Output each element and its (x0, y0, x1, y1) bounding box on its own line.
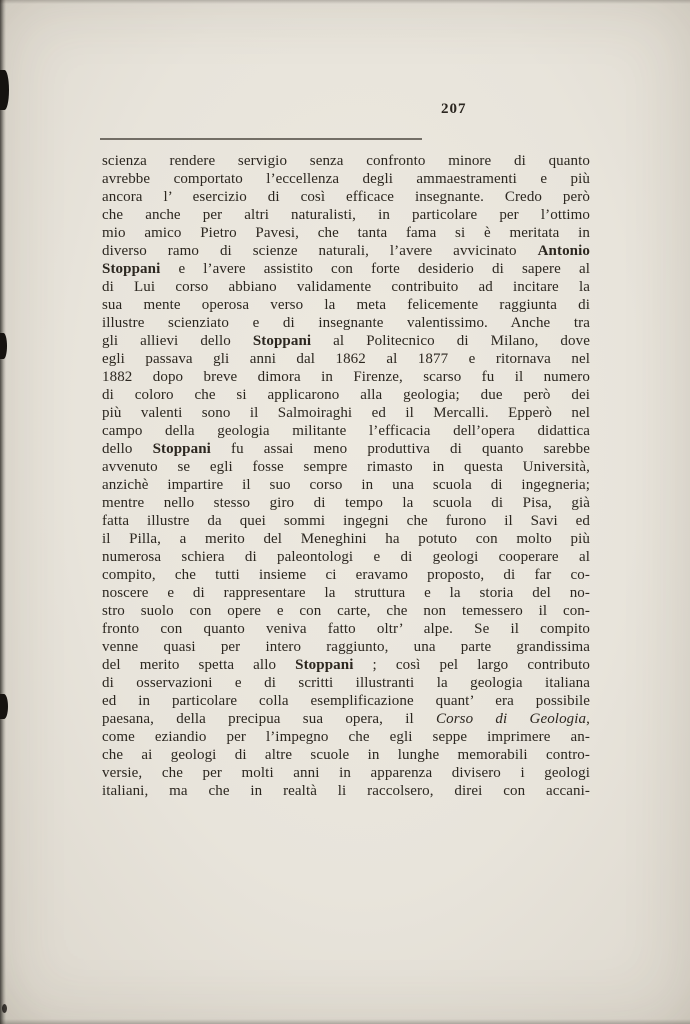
bold-run: Stoppani (252, 333, 312, 349)
text-run: mio amico Pietro Pavesi, che tanta fama si è meritata in (102, 225, 590, 241)
ink-speck (2, 1004, 7, 1013)
text-line (102, 548, 590, 566)
text-run: scienza rendere servigio senza confronto minore di quanto (102, 153, 590, 169)
text-run: anzichè impartire il suo corso in una scuola di ingegneria; (102, 477, 590, 493)
text-line (102, 242, 590, 260)
text-run: versie, che per molti anni in apparenza divisero i geologi (102, 765, 590, 781)
text-run: egli passava gli anni dal 1862 al 1877 e ritornava nel (102, 351, 590, 367)
text-line (102, 566, 590, 584)
text-line (102, 512, 590, 530)
scan-left-edge-artifact (0, 0, 6, 1024)
text-run: diverso ramo di scienze naturali, l’avere avvicinato (102, 243, 538, 259)
bold-run: Stoppani (152, 441, 211, 457)
text-line (102, 458, 590, 476)
text-line (102, 440, 590, 458)
text-run: come eziandio per l’impegno che egli seppe imprimere an- (102, 729, 590, 745)
text-run: 1882 dopo breve dimora in Firenze, scarso fu il numero (102, 369, 590, 385)
text-line (102, 332, 590, 350)
text-line (102, 296, 590, 314)
text-run: fu assai meno produttiva di quanto sarebbe (210, 441, 591, 457)
text-line (102, 656, 590, 674)
header-rule (100, 138, 422, 140)
text-line (102, 476, 590, 494)
text-line (102, 494, 590, 512)
text-line (102, 224, 590, 242)
bold-run: Stoppani (295, 657, 354, 673)
text-run: italiani, ma che in realtà li raccolsero, direi con accani- (102, 783, 590, 799)
text-run: ed in particolare colla esemplificazione quant’ era possibile (102, 693, 590, 709)
text-run: paesana, della precipua sua opera, il (102, 711, 436, 727)
text-run: venne quasi per intero raggiunto, una parte grandissima (102, 639, 590, 655)
text-run: di osservazioni e di scritti illustranti la geologia italiana (102, 675, 590, 691)
text-line (102, 170, 590, 188)
scan-top-edge-shadow (0, 0, 690, 4)
text-run: più valenti sono il Salmoiraghi ed il Mercalli. Epperò nel (102, 405, 590, 421)
italic-run: Corso di Geologia (436, 711, 587, 727)
text-run: ancora l’ esercizio di così efficace insegnante. Credo però (102, 189, 590, 205)
text-block (102, 152, 590, 800)
text-line (102, 764, 590, 782)
text-line (102, 782, 590, 800)
text-line (102, 620, 590, 638)
text-run: , (586, 711, 590, 727)
ink-blot (0, 694, 8, 719)
text-run: il Pilla, a merito del Meneghini ha potuto con molto più (102, 531, 590, 547)
text-line (102, 368, 590, 386)
text-line (102, 422, 590, 440)
text-run: fronto con quanto veniva fatto oltr’ alpe. Se il compito (102, 621, 590, 637)
text-run: gli allievi dello (102, 333, 253, 349)
text-line (102, 638, 590, 656)
ink-blot (0, 70, 9, 110)
text-line (102, 710, 590, 728)
text-run: del merito spetta allo (102, 657, 296, 673)
text-run: al Politecnico di Milano, dove (311, 333, 590, 349)
text-run: di coloro che si applicarono alla geologia; due però dei (102, 387, 590, 403)
text-run: fatta illustre da quei sommi ingegni che furono il Savi ed (102, 513, 590, 529)
bold-run: Stoppani (102, 261, 161, 277)
text-run: numerosa schiera di paleontologi e di geologi cooperare al (102, 549, 590, 565)
text-run: avvenuto se egli fosse sempre rimasto in questa Università, (102, 459, 590, 475)
text-line (102, 260, 590, 278)
bold-run: Antonio (537, 243, 590, 259)
text-run: noscere e di rappresentare la struttura e la storia del no- (102, 585, 590, 601)
text-run: compito, che tutti insieme ci eravamo proposto, di far co- (102, 567, 590, 583)
text-line (102, 188, 590, 206)
text-run: illustre scienziato e di insegnante valentissimo. Anche tra (102, 315, 590, 331)
text-line (102, 386, 590, 404)
text-line (102, 746, 590, 764)
scan-bottom-edge-shadow (0, 1019, 690, 1024)
text-line (102, 350, 590, 368)
page-number: 207 (441, 101, 467, 117)
text-run: che anche per altri naturalisti, in particolare per l’ottimo (102, 207, 590, 223)
text-line (102, 404, 590, 422)
ink-blot (0, 333, 7, 359)
text-run: campo della geologia militante l’efficacia dell’opera didattica (102, 423, 590, 439)
text-run: ; così pel largo contributo (353, 657, 590, 673)
text-line (102, 584, 590, 602)
text-run: avrebbe comportato l’eccellenza degli ammaestramenti e più (102, 171, 590, 187)
text-line (102, 692, 590, 710)
text-run: dello (102, 441, 153, 457)
text-line (102, 728, 590, 746)
text-run: e l’avere assistito con forte desiderio di sapere al (160, 261, 590, 277)
text-line (102, 152, 590, 170)
text-line (102, 674, 590, 692)
text-run: di Lui corso abbiano validamente contribuito ad incitare la (102, 279, 590, 295)
text-line (102, 314, 590, 332)
text-line (102, 278, 590, 296)
text-line (102, 530, 590, 548)
text-line (102, 602, 590, 620)
text-run: mentre nello stesso giro di tempo la scuola di Pisa, già (102, 495, 590, 511)
text-run: sua mente operosa verso la meta felicemente raggiunta di (102, 297, 590, 313)
text-run: che ai geologi di altre scuole in lunghe memorabili contro- (102, 747, 590, 763)
text-run: stro suolo con opere e con carte, che non temessero il con- (102, 603, 590, 619)
text-line (102, 206, 590, 224)
